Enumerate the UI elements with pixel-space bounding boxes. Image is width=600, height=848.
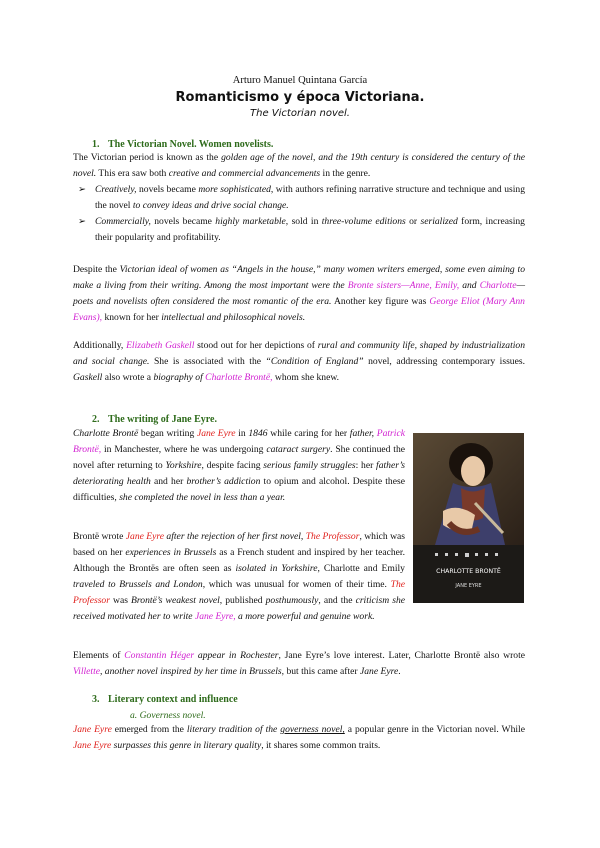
paragraph-the-professor: Brontë wrote Jane Eyre after the rejection of her first novel, The Professor, which was based on her experiences in Brussels as a French student and inspired by her teacher. Although the Brontës are often seen as isolated in Yorkshire, Charlotte and Emily traveled to Brussels and London, which was unusual for women of their time. The Professor was Brontë’s weakest novel, published posthumously, and the criticism she received motivated her to write Jane Eyre, a more powerful and genuine work. (73, 531, 406, 622)
subsection-governess-novel: a. Governess novel. (130, 710, 206, 721)
book-cover-illustration (413, 433, 524, 603)
paragraph-governess-novel: Jane Eyre emerged from the literary tradition of the governess novel, a popular genre in the Victorian novel. While Jane Eyre surpasses this genre in literary quality, it shares some common traits. (73, 724, 525, 751)
paragraph-elements-heger: Elements of Constantin Héger appear in Rochester, Jane Eyre’s love interest. Later, Charlotte Brontë also wrote Villette, another novel inspired by her time in Brussels, but this came after Jane Eyre. (73, 650, 525, 677)
paragraph-writing-jane-eyre: Charlotte Brontë began writing Jane Eyre in 1846 while caring for her father, Patrick Brontë, in Manchester, where he was undergoing cataract surgery. She continued the novel after returning to Yorkshire, despite facing serious family struggles: her father’s deteriorating health and her brother’s addiction to opium and alcohol. Despite these difficulties, she completed the novel in less than a year. (73, 428, 405, 503)
document-title: Romanticismo y época Victoriana. (175, 90, 425, 105)
bullet-creatively: ➢ Creatively, novels became more sophisticated, with authors refining narrative structure and technique and using the novel to convey ideas and drive social change. (78, 184, 526, 211)
paragraph-victorian-period: The Victorian period is known as the golden age of the novel, and the 19th century is considered the century of the novel. This era saw both creative and commercial advancements in the genre. (73, 152, 526, 179)
paragraph-women-writers: Despite the Victorian ideal of women as “Angels in the house,” many women writers emerged, some even aiming to make a living from their writing. Among the most important were the Bronte sisters—Anne, Emily, and Charlotte—poets and novelists often considered the most romantic of the era. Another key figure was George Eliot (Mary Ann Evans), known for her intellectual and philosophical novels. (73, 264, 526, 323)
cover-author-text: CHARLOTTE BRONTË (436, 568, 501, 575)
cover-title-text: JANE EYRE (455, 583, 482, 589)
section-heading-2: 2. The writing of Jane Eyre. (92, 414, 217, 425)
document-subtitle: The Victorian novel. (250, 108, 350, 119)
bullet-commercially: ➢ Commercially, novels became highly marketable, sold in three-volume editions or serialized form, increasing their popularity and profitability. (78, 216, 525, 243)
arrow-bullet-icon: ➢ (78, 216, 87, 227)
section-heading-1: 1. The Victorian Novel. Women novelists. (92, 139, 274, 150)
book-cover-image (413, 433, 524, 603)
section-heading-3: 3. Literary context and influence (92, 694, 238, 705)
paragraph-gaskell: Additionally, Elizabeth Gaskell stood out for her depictions of rural and community life, shaped by industrialization and social change. She is associated with the “Condition of England” novel, addressing contemporary issues. Gaskell also wrote a biography of Charlotte Brontë, whom she knew. (73, 340, 526, 383)
arrow-bullet-icon: ➢ (78, 184, 87, 195)
author-name: Arturo Manuel Quintana García (232, 75, 368, 86)
